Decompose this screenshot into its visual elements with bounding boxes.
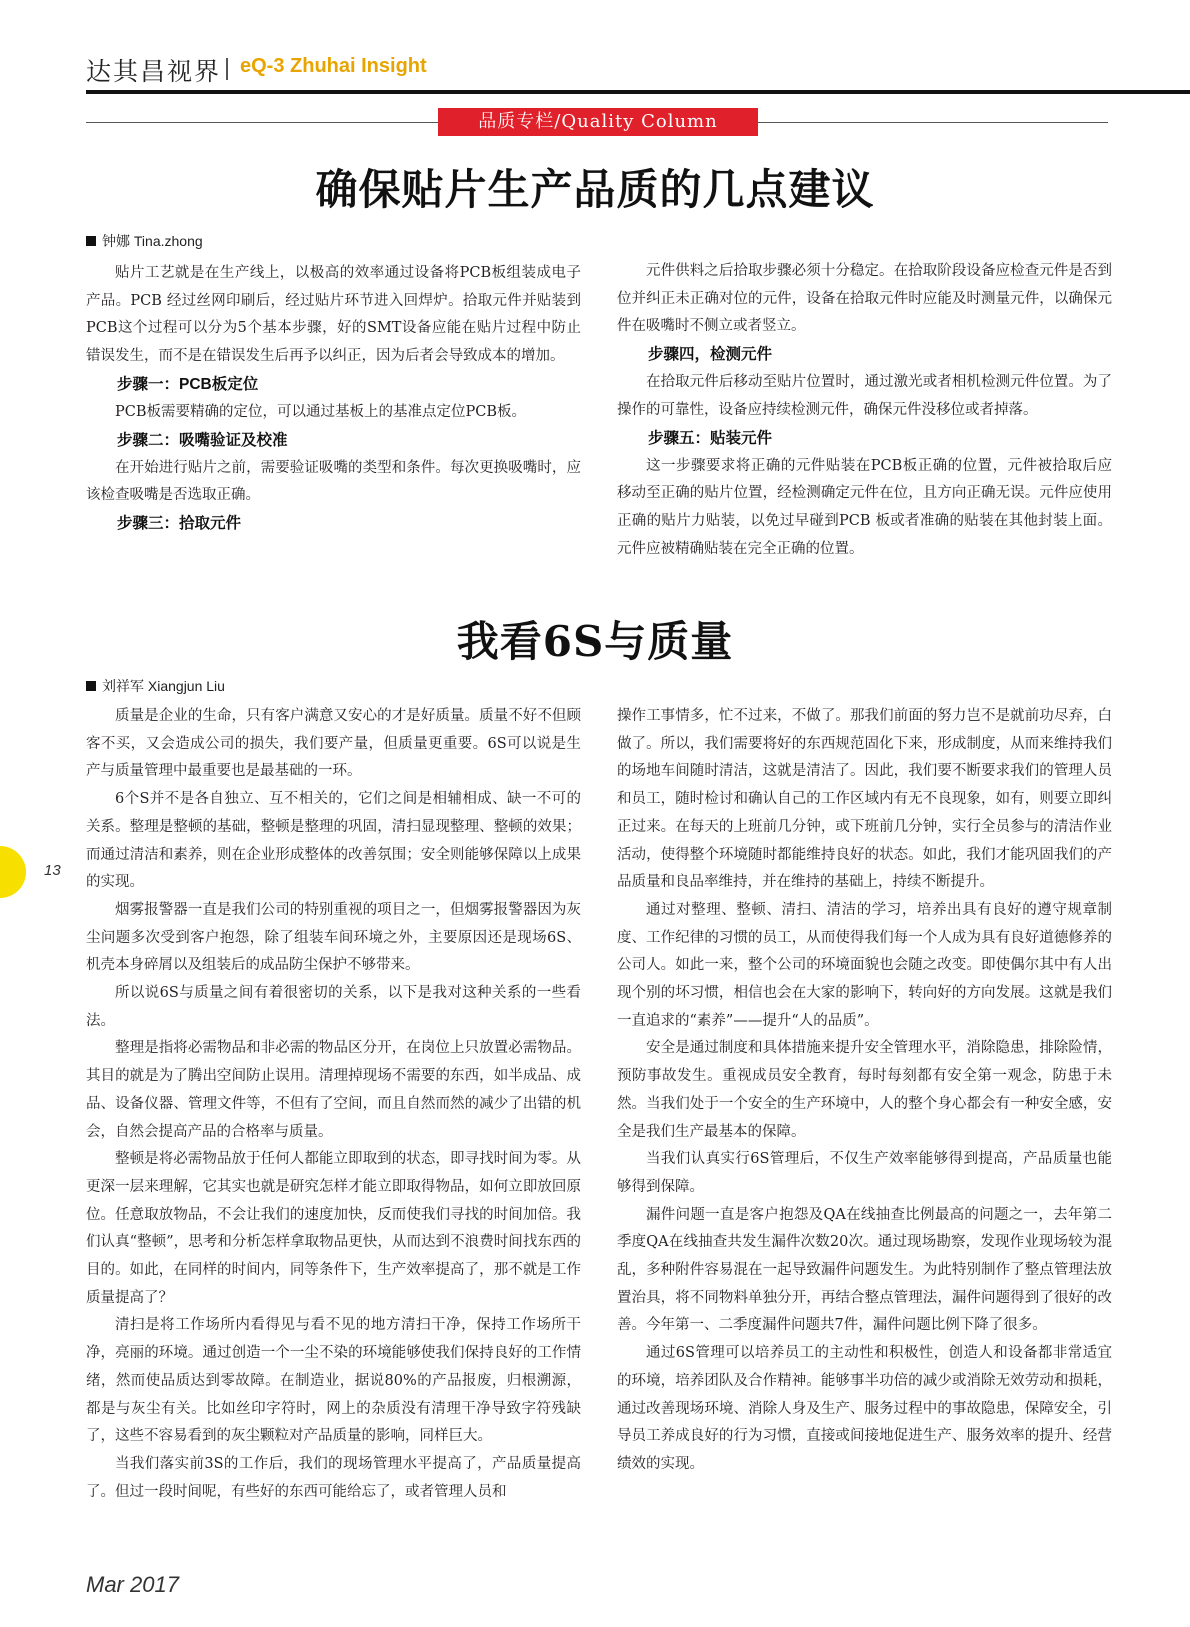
article1-byline (86, 231, 203, 251)
paragraph: 通过6S管理可以培养员工的主动性和积极性，创造人和设备都非常适宜的环境，培养团队及合作精神。能够事半功倍的减少或消除无效劳动和损耗，通过改善现场环境、消除人身及生产、服务过程中的事故隐患，保障安全，引导员工养成良好的行为习惯，直接或间接地促进生产、服务效率的提升、经营绩效的实现。 (617, 1345, 1112, 1472)
paragraph: 整理是指将必需物品和非必需的物品区分开，在岗位上只放置必需物品。其目的就是为了腾出空间防止误用。清理掉现场不需要的东西，如半成品、成品、设备仪器、管理文件等，不但有了空间，而且自然而然的减少了出错的机会，自然会提高产品的合格率与质量。 (86, 1040, 581, 1140)
article2-title: 我看6S与质量 (456, 617, 734, 666)
column-tag: 品质专栏/Quality Column (438, 108, 758, 136)
page-marker-dot (0, 846, 26, 898)
paragraph: 操作工事情多，忙不过来，不做了。那我们前面的努力岂不是就前功尽弃，白做了。所以，我们需要将好的东西规范固化下来，形成制度，从而来维持我们的场地车间随时清洁，这就是清洁了。因此，我们要不断要求我们的管理人员和员工，随时检讨和确认自己的工作区域内有无不良现象，如有，则要立即纠正过来。在每天的上班前几分钟，或下班前几分钟，实行全员参与的清洁作业活动，使得整个环境随时都能维持良好的状态。如此，我们才能巩固我们的产品质量和良品率维持，并在维持的基础上，持续不断提升。 (617, 708, 1112, 891)
article1-title: 确保贴片生产品质的几点建议 (315, 165, 875, 214)
paragraph: 整顿是将必需物品放于任何人都能立即取到的状态，即寻找时间为零。从更深一层来理解，它其实也就是研究怎样才能立即取得物品，如何立即放回原位。任意取放物品，不会让我们的速度加快，反而使我们寻找的时间加倍。我们认真“整顿”，思考和分析怎样拿取物品更快，从而达到不浪费时间找东西的目的。如此，在同样的时间内，同等条件下，生产效率提高了，那不就是工作质量提高了？ (86, 1151, 581, 1306)
paragraph: 贴片工艺就是在生产线上，以极高的效率通过设备将PCB板组装成电子产品。PCB 经过丝网印刷后，经过贴片环节进入回焊炉。拾取元件并贴装到PCB这个过程可以分为5个基本步骤，好的SMT设备应能在贴片过程中防止错误发生，而不是在错误发生后再予以纠正，因为后者会导致成本的增加。 (86, 265, 581, 365)
byline-square-icon (86, 236, 96, 246)
article2-byline (86, 676, 225, 696)
paragraph: 通过对整理、整顿、清扫、清洁的学习，培养出具有良好的遵守规章制度、工作纪律的习惯的员工，从而使得我们每一个人成为具有良好道德修养的公司人。如此一来，整个公司的环境面貌也会随之改变。即使偶尔其中有人出现个别的坏习惯，相信也会在大家的影响下，转向好的方向发展。这就是我们一直追求的“素养”——提升“人的品质”。 (617, 901, 1112, 1029)
paragraph: 6个S并不是各自独立、互不相关的，它们之间是相辅相成、缺一不可的关系。整理是整顿的基础，整顿是整理的巩固，清扫显现整理、整顿的效果；而通过清洁和素养，则在企业形成整体的改善氛围；安全则能够保障以上成果的实现。 (86, 791, 581, 891)
article2-author: 刘祥军 Xiangjun Liu (102, 678, 225, 694)
paragraph: 清扫是将工作场所内看得见与看不见的地方清扫干净，保持工作场所干净，亮丽的环境。通过创造一个一尘不染的环境能够使我们保持良好的工作情绪，然而使品质达到零故障。在制造业，据说80%的产品报废，归根溯源，都是与灰尘有关。比如丝印字符时，网上的杂质没有清理干净导致字符残缺了，这些不容易看到的灰尘颗粒对产品质量的影响，同样巨大。 (86, 1317, 581, 1445)
article1-left-column (86, 260, 581, 538)
paragraph: 当我们落实前3S的工作后，我们的现场管理水平提高了，产品质量提高了。但过一段时间呢，有些好的东西可能给忘了，或者管理人员和 (86, 1455, 581, 1500)
paragraph: 元件供料之后拾取步骤必须十分稳定。在拾取阶段设备应检查元件是否到位并纠正未正确对位的元件，设备在拾取元件时应能及时测量元件，以确保元件在吸嘴时不侧立或者竖立。 (617, 263, 1112, 335)
article2-left-column (86, 703, 581, 1506)
paragraph: 漏件问题一直是客户抱怨及QA在线抽查比例最高的问题之一，去年第二季度QA在线抽查共发生漏件次数20次。通过现场勘察，发现作业现场较为混乱，多种附件容易混在一起导致漏件问题发生。为此特别制作了整点管理法放置治具，将不同物料单独分开，再结合整点管理法，漏件问题得到了很好的改善。今年第一、二季度漏件问题共7件，漏件问题比例下降了很多。 (617, 1206, 1112, 1334)
step-heading: 步骤五：贴装元件 (648, 429, 773, 447)
top-rule (86, 90, 1190, 94)
masthead-brand: eQ-3 Zhuhai Insight (240, 55, 427, 77)
paragraph: 安全是通过制度和具体措施来提升安全管理水平，消除隐患，排除险情，预防事故发生。重视成员安全教育，每时每刻都有安全第一观念，防患于未然。当我们处于一个安全的生产环境中，人的整个身心都会有一种安全感，安全是我们生产最基本的保障。 (617, 1040, 1112, 1140)
issue-date: Mar 2017 (86, 1572, 179, 1597)
article1-right-column (617, 258, 1112, 563)
article1-author: 钟娜 Tina.zhong (102, 233, 203, 249)
masthead-title: 达其昌视界 (86, 57, 222, 86)
step-heading: 步骤二：吸嘴验证及校准 (117, 431, 288, 449)
step-heading: 步骤一：PCB板定位 (117, 375, 259, 393)
step-heading: 步骤三：拾取元件 (117, 514, 242, 532)
paragraph: 在开始进行贴片之前，需要验证吸嘴的类型和条件。每次更换吸嘴时，应该检查吸嘴是否选取正确。 (86, 459, 581, 504)
paragraph: 烟雾报警器一直是我们公司的特别重视的项目之一，但烟雾报警器因为灰尘问题多次受到客户抱怨，除了组装车间环境之外，主要原因还是现场6S、机壳本身碎屑以及组装后的成品防尘保护不够带来。 (86, 901, 581, 974)
paragraph: PCB板需要精确的定位，可以通过基板上的基准点定位PCB板。 (115, 403, 527, 420)
byline-square-icon (86, 681, 96, 691)
article2-right-column (617, 703, 1112, 1479)
step-heading: 步骤四，检测元件 (648, 346, 773, 364)
paragraph: 质量是企业的生命，只有客户满意又安心的才是好质量。质量不好不但顾客不买，又会造成公司的损失，我们要产量，但质量更重要。6S可以说是生产与质量管理中最重要也是最基础的一环。 (86, 708, 581, 780)
paragraph: 当我们认真实行6S管理后，不仅生产效率能够得到提高，产品质量也能够得到保障。 (617, 1151, 1112, 1195)
paragraph: 在拾取元件后移动至贴片位置时，通过激光或者相机检测元件位置。为了操作的可靠性，设备应持续检测元件，确保元件没移位或者掉落。 (617, 374, 1112, 418)
masthead-separator (226, 58, 228, 80)
paragraph: 这一步骤要求将正确的元件贴装在PCB板正确的位置，元件被拾取后应移动至正确的贴片位置，经检测确定元件在位，且方向正确无误。元件应使用正确的贴片力贴装，以免过早碰到PCB 板或者准确的贴装在其他封装上面。元件应被精确贴装在完全正确的位置。 (617, 457, 1112, 557)
page-number: 13 (44, 862, 61, 879)
paragraph: 所以说6S与质量之间有着很密切的关系，以下是我对这种关系的一些看法。 (86, 985, 581, 1029)
